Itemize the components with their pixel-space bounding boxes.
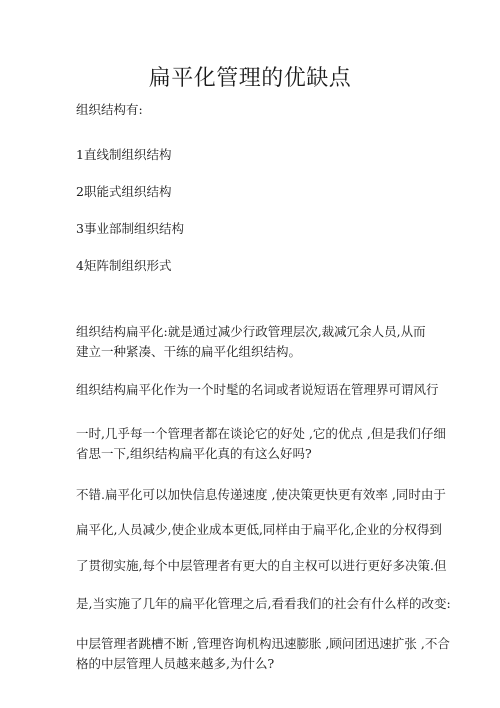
definition-line-1: 组织结构扁平化:就是通过减少行政管理层次,裁减冗余人员,从而: [76, 324, 426, 339]
changes-line-2: 格的中层管理人员越来越多,为什么?: [76, 656, 275, 671]
trend-line: 组织结构扁平化作为一个时髦的名词或者说短语在管理界可谓风行: [76, 382, 439, 397]
popularity-line-1: 一时,几乎每一个管理者都在谈论它的好处 ,它的优点 ,但是我们仔细: [76, 426, 446, 441]
changes-line-1: 中层管理者跳槽不断 ,管理咨询机构迅速膨胀 ,顾问团迅速扩张 ,不合: [76, 636, 450, 651]
structure-item-1: 1直线制组织结构: [76, 147, 172, 162]
pros-line-3: 了贯彻实施,每个中层管理者有更大的自主权可以进行更好多决策.但: [76, 558, 447, 573]
definition-line-2: 建立一种紧凑、干练的扁平化组织结构。: [76, 344, 302, 359]
intro-text: 组织结构有:: [76, 102, 143, 117]
pros-line-4: 是,当实施了几年的扁平化管理之后,看看我们的社会有什么样的改变:: [76, 596, 451, 611]
structure-item-2: 2职能式组织结构: [76, 184, 172, 199]
popularity-paragraph: [76, 424, 446, 464]
popularity-line-2: 省思一下,组织结构扁平化真的有这么好吗?: [76, 446, 312, 461]
document-title: 扁平化管理的优缺点: [148, 66, 352, 91]
definition-paragraph: [76, 322, 436, 362]
changes-paragraph: [76, 634, 450, 674]
structure-item-4: 4矩阵制组织形式: [76, 258, 172, 273]
pros-line-1: 不错.扁平化可以加快信息传递速度 ,使决策更快更有效率 ,同时由于: [76, 487, 446, 502]
pros-line-2: 扁平化,人员减少,使企业成本更低,同样由于扁平化,企业的分权得到: [76, 522, 442, 537]
structure-item-3: 3事业部制组织结构: [76, 221, 184, 236]
